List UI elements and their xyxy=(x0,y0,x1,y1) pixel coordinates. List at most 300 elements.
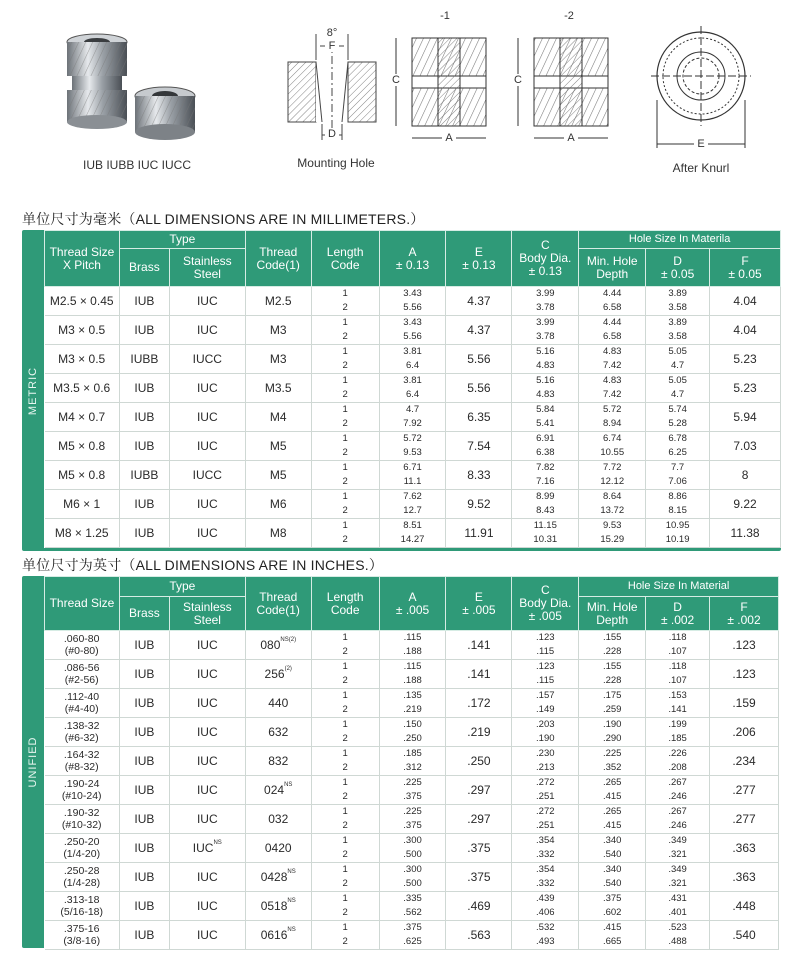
length-code-cell xyxy=(311,747,379,776)
brass-cell: IUB xyxy=(119,316,169,345)
length-code-cell-1: 1 xyxy=(342,433,348,444)
c-cell xyxy=(512,747,579,776)
col-d: D ± .002 xyxy=(646,597,710,631)
col-a: A ± .005 xyxy=(379,577,446,631)
thread-size-cell: M4 × 0.7 xyxy=(45,403,120,432)
c-cell-2: 6.38 xyxy=(536,447,555,458)
d-cell-1: 5.05 xyxy=(668,346,687,357)
c-cell-1: 7.82 xyxy=(536,462,555,473)
min-hole-cell-2: .228 xyxy=(602,646,622,657)
min-hole-cell xyxy=(579,892,646,921)
min-hole-cell-1: .415 xyxy=(602,922,622,933)
length-code-cell-2: 2 xyxy=(342,360,348,371)
thread-code-cell-text: 632 xyxy=(268,725,289,739)
f-cell: 5.94 xyxy=(710,403,781,432)
col-thread-code: Thread Code(1) xyxy=(245,231,311,287)
thread-size-cell-2: (#2-56) xyxy=(64,674,99,686)
thread-size-cell xyxy=(45,892,120,921)
c-cell-1: 3.99 xyxy=(536,317,555,328)
stainless-cell-text: IUC xyxy=(196,899,218,913)
col-thread-size: Thread Size xyxy=(45,577,120,631)
e-cell: .172 xyxy=(446,689,512,718)
thread-size-cell: M2.5 × 0.45 xyxy=(45,287,120,316)
a-cell-2: .500 xyxy=(403,849,422,860)
stainless-cell: IUC xyxy=(169,374,245,403)
stainless-cell: IUC xyxy=(169,490,245,519)
variant-1-label: -1 xyxy=(440,10,450,22)
d-cell-2: .107 xyxy=(668,646,687,657)
a-cell-1: .185 xyxy=(403,748,422,759)
length-code-cell-1: 1 xyxy=(342,835,348,846)
c-cell-1: .354 xyxy=(536,835,555,846)
stainless-cell xyxy=(169,689,245,718)
brass-cell: IUB xyxy=(119,432,169,461)
thread-size-cell-1: .138-32 xyxy=(63,720,100,732)
c-cell xyxy=(512,805,579,834)
f-cell: .159 xyxy=(710,689,779,718)
d-cell-2: 8.15 xyxy=(668,505,687,516)
d-cell-2: .208 xyxy=(668,762,687,773)
f-cell: .123 xyxy=(710,660,779,689)
d-cell-2: .488 xyxy=(668,936,687,947)
a-cell-1: 3.43 xyxy=(403,288,422,299)
length-code-cell-1: 1 xyxy=(342,491,348,502)
f-cell: 5.23 xyxy=(710,345,781,374)
a-cell xyxy=(379,432,446,461)
thread-code-cell: M2.5 xyxy=(245,287,311,316)
d-cell-1: 5.05 xyxy=(668,375,687,386)
length-code-cell xyxy=(311,490,379,519)
min-hole-cell xyxy=(579,519,646,548)
c-cell xyxy=(512,519,579,548)
brass-cell: IUB xyxy=(119,689,169,718)
thread-size-cell-2: (1/4-28) xyxy=(63,877,101,889)
min-hole-cell-1: 4.83 xyxy=(602,346,622,357)
c-cell xyxy=(512,689,579,718)
d-cell-1: .153 xyxy=(668,690,687,701)
a-cell-2: .375 xyxy=(403,820,422,831)
c-cell-1: .272 xyxy=(536,777,555,788)
products-caption: IUB IUBB IUC IUCC xyxy=(82,158,191,172)
a-cell xyxy=(379,747,446,776)
min-hole-cell-2: .352 xyxy=(602,762,622,773)
d-cell-1: 3.89 xyxy=(668,288,687,299)
variant-2-label: -2 xyxy=(564,10,574,22)
c-cell-2: .115 xyxy=(536,646,555,657)
f-cell: 4.04 xyxy=(710,287,781,316)
metric-title: 单位尺寸为毫米（ALL DIMENSIONS ARE IN MILLIMETERS.） xyxy=(22,211,425,227)
a-cell-1: 3.81 xyxy=(403,346,422,357)
d-cell xyxy=(646,287,710,316)
col-brass: Brass xyxy=(119,597,169,631)
min-hole-cell xyxy=(579,921,646,950)
col-min-hole: Min. Hole Depth xyxy=(579,249,646,287)
thread-size-cell-2: (#0-80) xyxy=(64,645,99,657)
d-cell-1: 8.86 xyxy=(668,491,687,502)
thread-size-cell-1: .375-16 xyxy=(63,923,100,935)
d-cell-2: .321 xyxy=(668,849,687,860)
mounting-hole-caption: Mounting Hole xyxy=(297,156,375,170)
a-cell-2: .500 xyxy=(403,878,422,889)
e-cell: 11.91 xyxy=(446,519,512,548)
min-hole-cell-1: .265 xyxy=(602,777,622,788)
thread-code-cell-note: NS xyxy=(287,869,296,875)
a-cell-1: .135 xyxy=(403,690,422,701)
brass-cell: IUB xyxy=(119,660,169,689)
min-hole-cell xyxy=(579,345,646,374)
c-cell-1: 8.99 xyxy=(536,491,555,502)
stainless-cell: IUC xyxy=(169,287,245,316)
col-brass: Brass xyxy=(119,249,169,287)
table-row xyxy=(45,490,781,519)
length-code-cell-2: 2 xyxy=(342,331,348,342)
a-cell-2: 5.56 xyxy=(403,302,422,313)
length-code-cell xyxy=(311,718,379,747)
length-code-cell-1: 1 xyxy=(342,375,348,386)
thread-size-cell xyxy=(45,689,120,718)
f-cell: 7.03 xyxy=(710,432,781,461)
length-code-cell-2: 2 xyxy=(342,447,348,458)
table-row xyxy=(45,316,781,345)
a-cell-2: .312 xyxy=(403,762,422,773)
e-cell: .141 xyxy=(446,660,512,689)
dim-c2-label: C xyxy=(512,74,524,86)
thread-size-cell xyxy=(45,834,120,863)
c-cell xyxy=(512,892,579,921)
thread-size-cell-1: .086-56 xyxy=(63,662,100,674)
length-code-cell-1: 1 xyxy=(342,317,348,328)
min-hole-cell xyxy=(579,403,646,432)
d-cell xyxy=(646,631,710,660)
thread-code-cell xyxy=(245,660,311,689)
e-cell: 4.37 xyxy=(446,316,512,345)
table-row xyxy=(45,660,779,689)
min-hole-cell-2: 10.55 xyxy=(600,447,625,458)
f-cell: .206 xyxy=(710,718,779,747)
length-code-cell-1: 1 xyxy=(342,462,348,473)
thread-size-cell xyxy=(45,921,120,950)
stainless-cell: IUC xyxy=(169,403,245,432)
thread-size-cell-2: (#8-32) xyxy=(64,761,99,773)
d-cell-2: 4.7 xyxy=(671,360,685,371)
thread-size-cell: M3 × 0.5 xyxy=(45,316,120,345)
thread-code-cell-text: 024 xyxy=(264,783,285,797)
min-hole-cell-1: .225 xyxy=(602,748,622,759)
min-hole-cell-2: 13.72 xyxy=(600,505,625,516)
c-cell xyxy=(512,374,579,403)
thread-code-cell xyxy=(245,718,311,747)
e-cell: 8.33 xyxy=(446,461,512,490)
thread-code-cell xyxy=(245,776,311,805)
d-cell-2: .185 xyxy=(668,733,687,744)
a-cell xyxy=(379,718,446,747)
e-cell: 5.56 xyxy=(446,374,512,403)
table-row xyxy=(45,776,779,805)
d-cell-1: .118 xyxy=(668,661,687,672)
thread-code-cell xyxy=(245,921,311,950)
col-f: F ± 0.05 xyxy=(710,249,781,287)
brass-cell: IUB xyxy=(119,631,169,660)
stainless-cell xyxy=(169,834,245,863)
c-cell-2: .406 xyxy=(536,907,555,918)
length-code-cell-2: 2 xyxy=(342,733,348,744)
d-cell-2: .321 xyxy=(668,878,687,889)
a-cell-2: 6.4 xyxy=(405,360,420,371)
inch-table xyxy=(44,576,779,950)
min-hole-cell-1: 4.44 xyxy=(602,288,622,299)
length-code-cell-2: 2 xyxy=(342,476,348,487)
thread-code-cell-note: NS xyxy=(287,927,296,933)
min-hole-cell-2: .540 xyxy=(602,849,622,860)
d-cell xyxy=(646,316,710,345)
a-cell-1: .115 xyxy=(403,632,422,643)
d-cell xyxy=(646,921,710,950)
col-e: E ± .005 xyxy=(446,577,512,631)
min-hole-cell-2: 6.58 xyxy=(602,302,622,313)
thread-code-cell: M3 xyxy=(245,316,311,345)
d-cell-2: .141 xyxy=(668,704,687,715)
min-hole-cell xyxy=(579,863,646,892)
thread-size-cell-1: .190-24 xyxy=(63,778,100,790)
stainless-cell-note: NS xyxy=(213,840,222,846)
min-hole-cell xyxy=(579,287,646,316)
a-cell-1: 5.72 xyxy=(403,433,422,444)
length-code-cell-1: 1 xyxy=(342,748,348,759)
f-cell: .363 xyxy=(710,834,779,863)
f-cell: .123 xyxy=(710,631,779,660)
col-a: A ± 0.13 xyxy=(379,231,446,287)
d-cell-2: 4.7 xyxy=(671,389,685,400)
thread-size-cell xyxy=(45,863,120,892)
min-hole-cell-2: .415 xyxy=(602,791,622,802)
a-cell-2: .625 xyxy=(403,936,422,947)
d-cell-1: .199 xyxy=(668,719,687,730)
min-hole-cell xyxy=(579,432,646,461)
a-cell-2: .188 xyxy=(403,646,422,657)
c-cell-1: .532 xyxy=(536,922,555,933)
thread-size-cell: M6 × 1 xyxy=(45,490,120,519)
thread-code-cell xyxy=(245,892,311,921)
table-row xyxy=(45,747,779,776)
d-cell-1: 10.95 xyxy=(665,520,690,531)
table-row xyxy=(45,403,781,432)
table-row xyxy=(45,432,781,461)
min-hole-cell-1: 6.74 xyxy=(602,433,622,444)
d-cell xyxy=(646,747,710,776)
e-cell: .297 xyxy=(446,805,512,834)
d-cell-2: 6.25 xyxy=(668,447,687,458)
stainless-cell-text: IUC xyxy=(192,841,214,855)
c-cell-2: .190 xyxy=(536,733,555,744)
min-hole-cell-1: .155 xyxy=(602,661,622,672)
brass-cell: IUB xyxy=(119,863,169,892)
brass-cell: IUB xyxy=(119,519,169,548)
thread-code-cell-text: 832 xyxy=(268,754,289,768)
d-cell xyxy=(646,718,710,747)
brass-cell: IUB xyxy=(119,490,169,519)
d-cell xyxy=(646,805,710,834)
stainless-cell xyxy=(169,863,245,892)
stainless-cell xyxy=(169,660,245,689)
dim-f-label: F xyxy=(325,40,339,52)
c-cell-2: .332 xyxy=(536,878,555,889)
min-hole-cell-2: .415 xyxy=(602,820,622,831)
insert-photo-tall xyxy=(67,34,127,129)
c-cell-2: .251 xyxy=(536,820,555,831)
brass-cell: IUB xyxy=(119,834,169,863)
stainless-cell-text: IUC xyxy=(196,638,218,652)
d-cell xyxy=(646,660,710,689)
length-code-cell xyxy=(311,834,379,863)
stainless-cell: IUC xyxy=(169,432,245,461)
min-hole-cell-2: 15.29 xyxy=(600,534,625,545)
a-cell xyxy=(379,921,446,950)
a-cell xyxy=(379,776,446,805)
d-cell-2: 10.19 xyxy=(665,534,690,545)
d-cell-1: .349 xyxy=(668,864,687,875)
c-cell-1: .439 xyxy=(536,893,555,904)
a-cell xyxy=(379,461,446,490)
a-cell xyxy=(379,316,446,345)
min-hole-cell-2: .228 xyxy=(602,675,622,686)
d-cell xyxy=(646,689,710,718)
c-cell xyxy=(512,834,579,863)
stainless-cell: IUCC xyxy=(169,345,245,374)
metric-table xyxy=(44,230,781,548)
a-cell-1: 8.51 xyxy=(403,520,422,531)
d-cell-2: 5.28 xyxy=(668,418,687,429)
thread-code-cell: M4 xyxy=(245,403,311,432)
c-cell-2: 3.78 xyxy=(536,331,555,342)
col-c: C Body Dia. ± .005 xyxy=(512,577,579,631)
a-cell-2: .250 xyxy=(403,733,422,744)
thread-code-cell-text: 440 xyxy=(268,696,289,710)
a-cell xyxy=(379,805,446,834)
min-hole-cell-1: 5.72 xyxy=(602,404,622,415)
thread-code-cell xyxy=(245,631,311,660)
metric-side-label: METRIC xyxy=(27,366,39,415)
a-cell-1: .375 xyxy=(403,922,422,933)
length-code-cell-1: 1 xyxy=(342,632,348,643)
min-hole-cell xyxy=(579,374,646,403)
min-hole-cell-1: 8.64 xyxy=(602,491,622,502)
min-hole-cell xyxy=(579,805,646,834)
min-hole-cell-2: 7.42 xyxy=(602,360,622,371)
table-row xyxy=(45,689,779,718)
d-cell xyxy=(646,519,710,548)
length-code-cell-2: 2 xyxy=(342,849,348,860)
col-stainless: Stainless Steel xyxy=(169,249,245,287)
f-cell: .363 xyxy=(710,863,779,892)
length-code-cell-2: 2 xyxy=(342,878,348,889)
a-cell-1: .225 xyxy=(403,806,422,817)
a-cell xyxy=(379,519,446,548)
d-cell-1: .431 xyxy=(668,893,687,904)
f-cell: .277 xyxy=(710,805,779,834)
dim-a2-label: A xyxy=(564,132,578,144)
c-cell-2: .115 xyxy=(536,675,555,686)
length-code-cell xyxy=(311,892,379,921)
a-cell-1: 3.81 xyxy=(403,375,422,386)
thread-code-cell: M5 xyxy=(245,432,311,461)
a-cell-2: .375 xyxy=(403,791,422,802)
c-cell-2: 5.41 xyxy=(536,418,555,429)
length-code-cell xyxy=(311,776,379,805)
e-cell: .563 xyxy=(446,921,512,950)
a-cell-2: 12.7 xyxy=(403,505,422,516)
stainless-cell-text: IUC xyxy=(196,812,218,826)
inch-table-panel xyxy=(22,576,779,948)
thread-size-cell xyxy=(45,631,120,660)
a-cell-1: 4.7 xyxy=(405,404,420,415)
length-code-cell-1: 1 xyxy=(342,922,348,933)
d-cell xyxy=(646,863,710,892)
c-cell-2: 7.16 xyxy=(536,476,555,487)
table-row xyxy=(45,631,779,660)
min-hole-cell xyxy=(579,834,646,863)
min-hole-cell-2: 6.58 xyxy=(602,331,622,342)
min-hole-cell-1: .190 xyxy=(602,719,622,730)
dim-e-label: E xyxy=(694,138,708,150)
c-cell xyxy=(512,432,579,461)
stainless-cell xyxy=(169,747,245,776)
c-cell-2: .332 xyxy=(536,849,555,860)
table-row xyxy=(45,461,781,490)
col-length-code: Length Code xyxy=(311,577,379,631)
thread-size-cell: M3.5 × 0.6 xyxy=(45,374,120,403)
a-cell xyxy=(379,287,446,316)
dim-d-label: D xyxy=(325,128,339,140)
d-cell-2: 7.06 xyxy=(668,476,687,487)
d-cell xyxy=(646,374,710,403)
a-cell-1: .335 xyxy=(403,893,422,904)
a-cell-2: 14.27 xyxy=(400,534,425,545)
length-code-cell-2: 2 xyxy=(342,936,348,947)
e-cell: .219 xyxy=(446,718,512,747)
min-hole-cell-1: .340 xyxy=(602,835,622,846)
c-cell-2: 4.83 xyxy=(536,389,555,400)
e-cell: .297 xyxy=(446,776,512,805)
min-hole-cell-2: .540 xyxy=(602,878,622,889)
stainless-cell-text: IUC xyxy=(196,783,218,797)
c-cell-1: .230 xyxy=(536,748,555,759)
stainless-cell-text: IUC xyxy=(196,696,218,710)
length-code-cell xyxy=(311,863,379,892)
stainless-cell xyxy=(169,892,245,921)
c-cell xyxy=(512,461,579,490)
thread-size-cell xyxy=(45,747,120,776)
c-cell-1: .203 xyxy=(536,719,555,730)
a-cell xyxy=(379,834,446,863)
thread-code-cell-text: 0428 xyxy=(260,870,288,884)
thread-size-cell xyxy=(45,660,120,689)
c-cell xyxy=(512,660,579,689)
a-cell-1: .300 xyxy=(403,864,422,875)
table-row xyxy=(45,834,779,863)
d-cell-1: .523 xyxy=(668,922,687,933)
d-cell-1: .118 xyxy=(668,632,687,643)
f-cell: 11.38 xyxy=(710,519,781,548)
e-cell: 6.35 xyxy=(446,403,512,432)
length-code-cell-2: 2 xyxy=(342,505,348,516)
length-code-cell xyxy=(311,316,379,345)
col-c: C Body Dia. ± 0.13 xyxy=(512,231,579,287)
length-code-cell xyxy=(311,432,379,461)
min-hole-cell xyxy=(579,718,646,747)
thread-code-cell xyxy=(245,834,311,863)
col-hole-size: Hole Size In Material xyxy=(579,577,779,597)
length-code-cell xyxy=(311,631,379,660)
